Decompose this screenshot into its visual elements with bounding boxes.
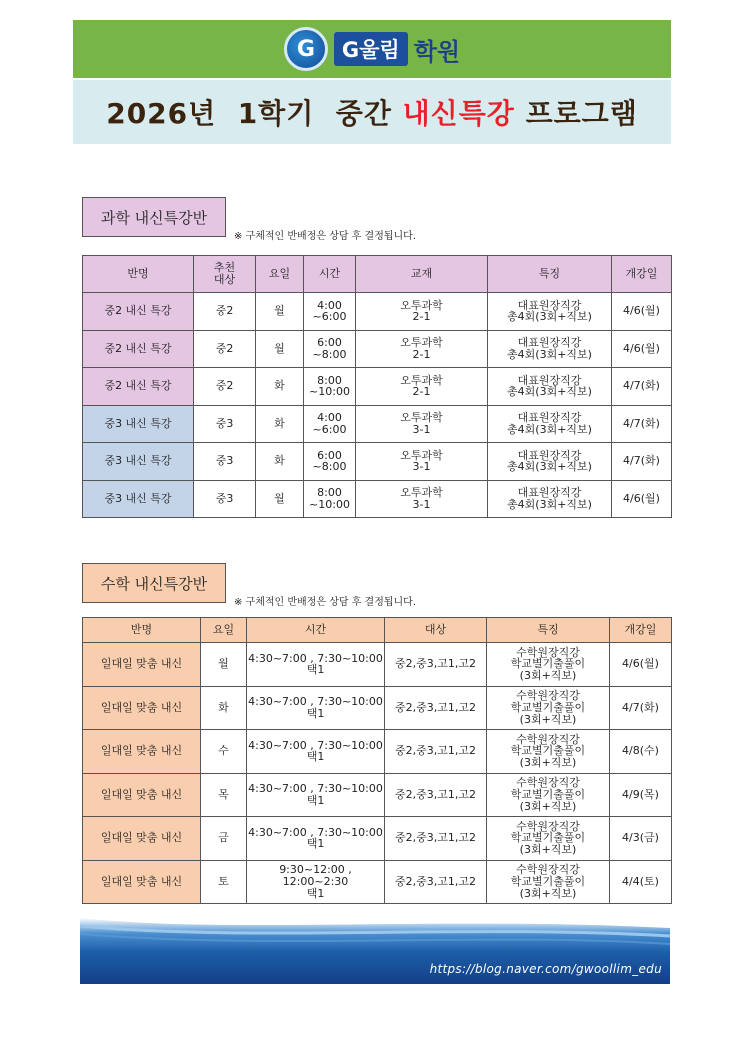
- cell-target: 중3: [194, 405, 256, 443]
- cell-target: 중2,중3,고1,고2: [385, 686, 487, 730]
- footer-wave-banner: [80, 912, 670, 984]
- header-day: 요일: [256, 256, 304, 293]
- header-target: 대상: [385, 618, 487, 643]
- cell-start-date: 4/6(월): [612, 480, 672, 518]
- academy-logo: [284, 27, 460, 71]
- table-row: [83, 643, 672, 687]
- page-title: [73, 80, 671, 144]
- math-schedule-table: [82, 617, 672, 904]
- header-day: 요일: [201, 618, 247, 643]
- cell-feature: 대표원장직강 총4회(3회+직보): [488, 405, 612, 443]
- cell-class-name: 일대일 맞춤 내신: [83, 686, 201, 730]
- cell-target: 중2,중3,고1,고2: [385, 817, 487, 861]
- cell-start-date: 4/9(목): [610, 773, 672, 817]
- cell-target: 중2,중3,고1,고2: [385, 860, 487, 904]
- cell-class-name: 중3 내신 특강: [83, 405, 194, 443]
- cell-textbook: 오투과학 3-1: [356, 405, 488, 443]
- cell-target: 중2,중3,고1,고2: [385, 643, 487, 687]
- cell-day: 월: [256, 330, 304, 368]
- cell-time: 9:30~12:00 , 12:00~2:30 택1: [247, 860, 385, 904]
- logo-badge: G울림: [334, 32, 408, 66]
- cell-start-date: 4/7(화): [612, 443, 672, 481]
- cell-time: 8:00 ~10:00: [304, 368, 356, 406]
- cell-target: 중3: [194, 480, 256, 518]
- academy-logo-banner: [73, 20, 671, 78]
- cell-start-date: 4/8(수): [610, 730, 672, 774]
- cell-time: 4:30~7:00 , 7:30~10:00 택1: [247, 773, 385, 817]
- blog-url: https://blog.naver.com/gwoollim_edu: [429, 962, 662, 976]
- cell-feature: 대표원장직강 총4회(3회+직보): [488, 480, 612, 518]
- cell-feature: 수학원장직강 학교별기출풀이 (3회+직보): [487, 686, 610, 730]
- cell-target: 중3: [194, 443, 256, 481]
- science-section-label: 과학 내신특강반: [82, 197, 226, 237]
- cell-day: 화: [256, 368, 304, 406]
- table-row: [83, 293, 672, 331]
- cell-feature: 수학원장직강 학교별기출풀이 (3회+직보): [487, 817, 610, 861]
- cell-day: 월: [256, 480, 304, 518]
- title-highlight: 내신특강: [402, 97, 515, 130]
- table-row: [83, 405, 672, 443]
- cell-day: 화: [201, 686, 247, 730]
- header-target: 추천 대상: [194, 256, 256, 293]
- cell-feature: 수학원장직강 학교별기출풀이 (3회+직보): [487, 773, 610, 817]
- cell-feature: 대표원장직강 총4회(3회+직보): [488, 293, 612, 331]
- cell-class-name: 중3 내신 특강: [83, 443, 194, 481]
- science-schedule-table: [82, 255, 672, 518]
- cell-textbook: 오투과학 3-1: [356, 480, 488, 518]
- table-header-row: [83, 256, 672, 293]
- logo-text: 학원: [413, 37, 461, 66]
- header-time: 시간: [247, 618, 385, 643]
- cell-time: 8:00 ~10:00: [304, 480, 356, 518]
- cell-day: 화: [256, 443, 304, 481]
- cell-class-name: 중2 내신 특강: [83, 368, 194, 406]
- cell-day: 목: [201, 773, 247, 817]
- math-note: ※ 구체적인 반배정은 상담 후 결정됩니다.: [234, 597, 417, 608]
- cell-feature: 대표원장직강 총4회(3회+직보): [488, 368, 612, 406]
- table-row: [83, 686, 672, 730]
- cell-start-date: 4/6(월): [612, 330, 672, 368]
- cell-time: 4:30~7:00 , 7:30~10:00 택1: [247, 817, 385, 861]
- cell-time: 4:30~7:00 , 7:30~10:00 택1: [247, 686, 385, 730]
- cell-class-name: 일대일 맞춤 내신: [83, 817, 201, 861]
- cell-day: 화: [256, 405, 304, 443]
- cell-start-date: 4/4(토): [610, 860, 672, 904]
- title-prefix: 2026년 1학기 중간: [106, 97, 403, 130]
- science-note: ※ 구체적인 반배정은 상담 후 결정됩니다.: [234, 231, 417, 242]
- cell-time: 4:30~7:00 , 7:30~10:00 택1: [247, 730, 385, 774]
- table-row: [83, 330, 672, 368]
- cell-day: 월: [256, 293, 304, 331]
- cell-feature: 대표원장직강 총4회(3회+직보): [488, 330, 612, 368]
- cell-class-name: 중2 내신 특강: [83, 330, 194, 368]
- table-row: [83, 368, 672, 406]
- table-row: [83, 443, 672, 481]
- cell-target: 중2,중3,고1,고2: [385, 773, 487, 817]
- cell-time: 6:00 ~8:00: [304, 330, 356, 368]
- header-textbook: 교재: [356, 256, 488, 293]
- math-section-label: 수학 내신특강반: [82, 563, 226, 603]
- cell-textbook: 오투과학 2-1: [356, 293, 488, 331]
- table-header-row: [83, 618, 672, 643]
- table-row: [83, 480, 672, 518]
- cell-feature: 수학원장직강 학교별기출풀이 (3회+직보): [487, 860, 610, 904]
- globe-logo-icon: G: [284, 27, 328, 71]
- cell-textbook: 오투과학 3-1: [356, 443, 488, 481]
- table-row: [83, 773, 672, 817]
- cell-start-date: 4/6(월): [610, 643, 672, 687]
- cell-class-name: 일대일 맞춤 내신: [83, 643, 201, 687]
- table-row: [83, 860, 672, 904]
- cell-textbook: 오투과학 2-1: [356, 368, 488, 406]
- table-row: [83, 730, 672, 774]
- cell-class-name: 중3 내신 특강: [83, 480, 194, 518]
- cell-class-name: 중2 내신 특강: [83, 293, 194, 331]
- cell-class-name: 일대일 맞춤 내신: [83, 730, 201, 774]
- cell-day: 금: [201, 817, 247, 861]
- header-start-date: 개강일: [610, 618, 672, 643]
- cell-time: 4:00 ~6:00: [304, 293, 356, 331]
- cell-target: 중2: [194, 293, 256, 331]
- cell-target: 중2: [194, 330, 256, 368]
- cell-start-date: 4/6(월): [612, 293, 672, 331]
- cell-target: 중2: [194, 368, 256, 406]
- cell-class-name: 일대일 맞춤 내신: [83, 773, 201, 817]
- cell-day: 월: [201, 643, 247, 687]
- cell-class-name: 일대일 맞춤 내신: [83, 860, 201, 904]
- cell-feature: 수학원장직강 학교별기출풀이 (3회+직보): [487, 643, 610, 687]
- cell-start-date: 4/7(화): [610, 686, 672, 730]
- table-row: [83, 817, 672, 861]
- cell-start-date: 4/7(화): [612, 405, 672, 443]
- cell-day: 수: [201, 730, 247, 774]
- cell-feature: 수학원장직강 학교별기출풀이 (3회+직보): [487, 730, 610, 774]
- header-time: 시간: [304, 256, 356, 293]
- cell-target: 중2,중3,고1,고2: [385, 730, 487, 774]
- cell-feature: 대표원장직강 총4회(3회+직보): [488, 443, 612, 481]
- cell-time: 4:30~7:00 , 7:30~10:00 택1: [247, 643, 385, 687]
- cell-start-date: 4/7(화): [612, 368, 672, 406]
- cell-time: 4:00 ~6:00: [304, 405, 356, 443]
- header-start-date: 개강일: [612, 256, 672, 293]
- header-feature: 특징: [487, 618, 610, 643]
- header-feature: 특징: [488, 256, 612, 293]
- cell-day: 토: [201, 860, 247, 904]
- cell-time: 6:00 ~8:00: [304, 443, 356, 481]
- cell-textbook: 오투과학 2-1: [356, 330, 488, 368]
- header-class-name: 반명: [83, 256, 194, 293]
- header-class-name: 반명: [83, 618, 201, 643]
- title-suffix: 프로그램: [514, 97, 638, 130]
- cell-start-date: 4/3(금): [610, 817, 672, 861]
